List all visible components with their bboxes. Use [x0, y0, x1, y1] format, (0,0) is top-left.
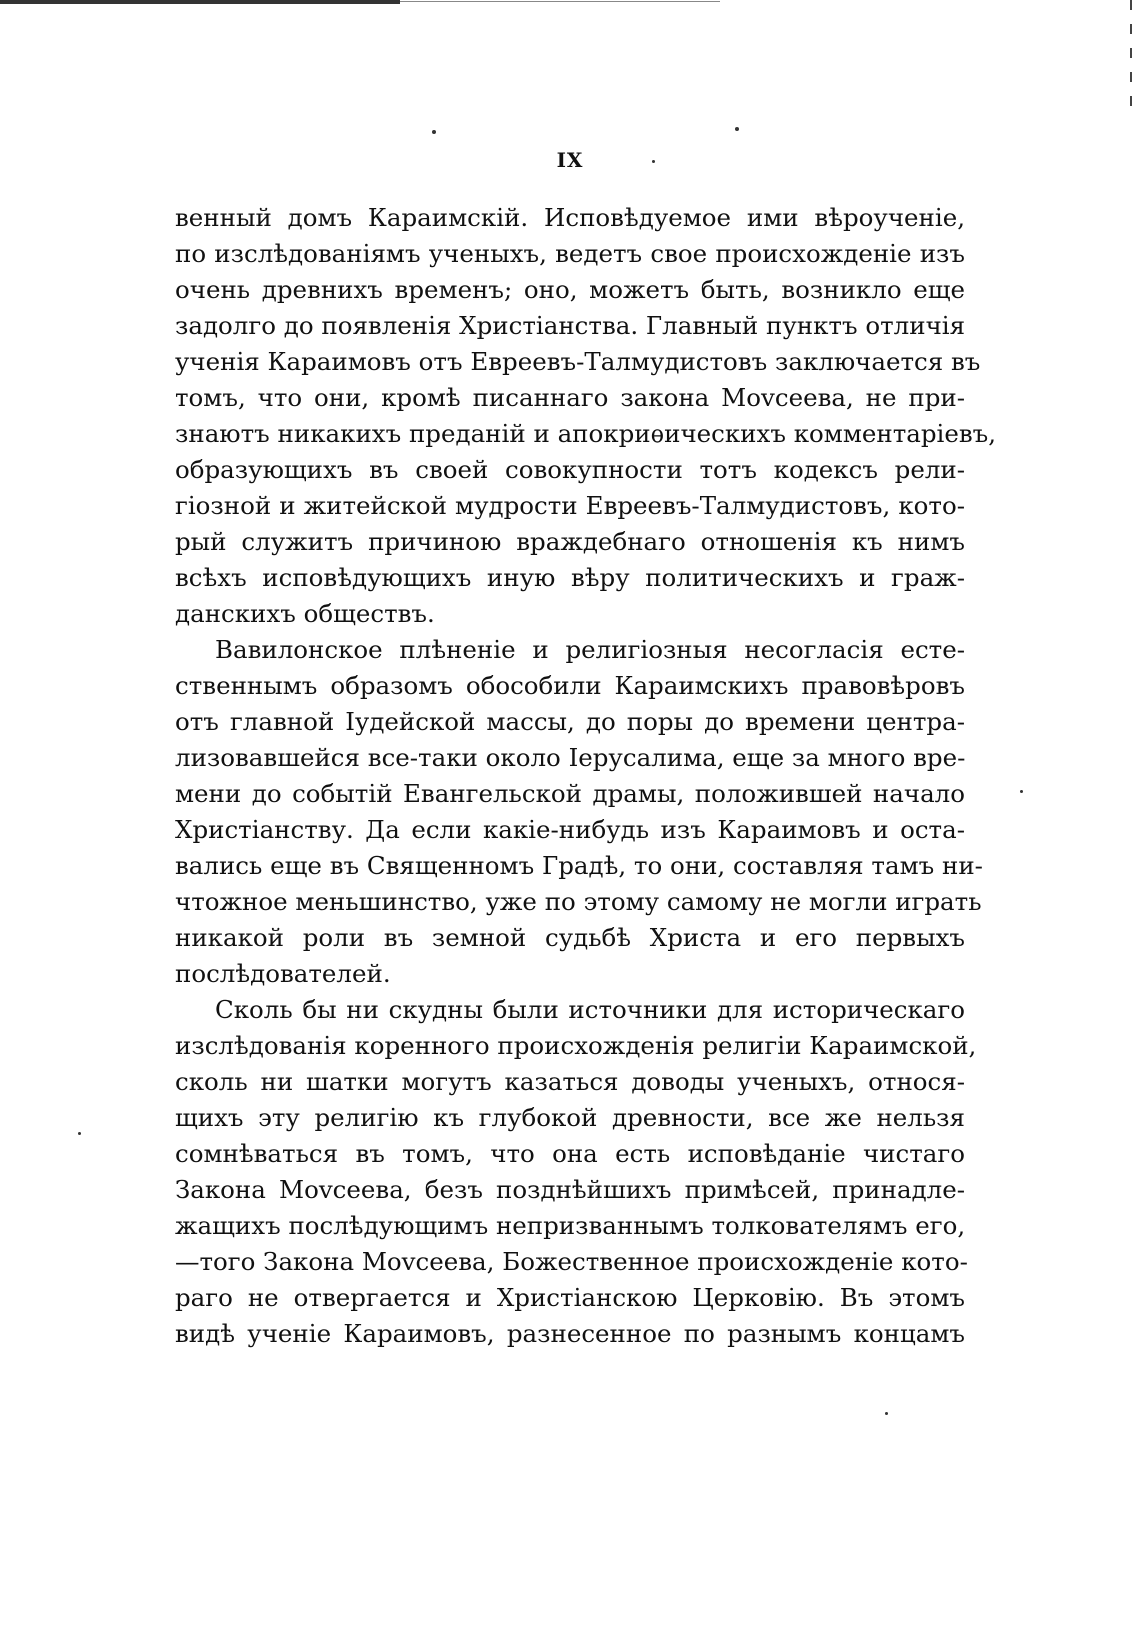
text-line: лизовавшейся все-таки около Іерусалима, еще за много вре-: [175, 743, 966, 772]
text-line: видѣ ученіе Караимовъ, разнесенное по разнымъ концамъ: [175, 1319, 965, 1348]
text-line: рый служитъ причиною враждебнаго отношенія къ нимъ: [175, 527, 965, 556]
text-line: вались еще въ Священномъ Градѣ, то они, составляя тамъ ни-: [175, 851, 983, 880]
text-line: знаютъ никакихъ преданій и апокриѳическихъ комментаріевъ,: [175, 419, 997, 448]
text-line: ученія Караимовъ отъ Евреевъ-Талмудистовъ заключается въ: [175, 347, 981, 376]
text-line: послѣдователей.: [175, 959, 391, 988]
text-line: щихъ эту религію къ глубокой древности, все же нельзя: [175, 1103, 965, 1132]
text-line: венный домъ Караимскій. Исповѣдуемое ими вѣроученіе,: [175, 203, 965, 232]
text-line: образующихъ въ своей совокупности тотъ кодексъ рели-: [175, 455, 965, 484]
text-line: Вавилонское плѣненіе и религіозныя несогласія есте-: [215, 635, 965, 664]
print-speck: [735, 127, 739, 131]
text-line: —того Закона Моvсеева, Божественное происхожденіе кото-: [175, 1247, 968, 1276]
text-line: жащихъ послѣдующимъ непризваннымъ толкователямъ его,: [175, 1211, 966, 1240]
text-line: задолго до появленія Христіанства. Главный пунктъ отличія: [175, 311, 966, 340]
text-line: сколь ни шатки могутъ казаться доводы ученыхъ, относя-: [175, 1067, 965, 1096]
print-speck: [1020, 790, 1023, 793]
text-line: отъ главной Іудейской массы, до поры до времени центра-: [175, 707, 965, 736]
text-line: изслѣдованія коренного происхожденія религіи Караимской,: [175, 1031, 977, 1060]
print-speck: [78, 1132, 81, 1135]
text-line: Закона Моvсеева, безъ позднѣйшихъ примѣсей, принадле-: [175, 1175, 965, 1204]
text-line: всѣхъ исповѣдующихъ иную вѣру политическихъ и граж-: [175, 563, 965, 592]
print-speck: [432, 130, 436, 134]
text-line: никакой роли въ земной судьбѣ Христа и его первыхъ: [175, 923, 965, 952]
text-line: раго не отвергается и Христіанскою Церковію. Въ этомъ: [175, 1283, 965, 1312]
text-line: томъ, что они, кромѣ писаннаго закона Моvсеева, не при-: [175, 383, 965, 412]
text-line: по изслѣдованіямъ ученыхъ, ведетъ свое происхожденіе изъ: [175, 239, 965, 268]
text-line: сомнѣваться въ томъ, что она есть исповѣданіе чистаго: [175, 1139, 965, 1168]
right-edge-mark: [1130, 0, 1132, 120]
body-text: [175, 200, 997, 1352]
text-line: данскихъ обществъ.: [175, 599, 435, 628]
page-number: IX: [556, 148, 584, 172]
text-line: гіозной и житейской мудрости Евреевъ-Талмудистовъ, кото-: [175, 491, 965, 520]
text-line: Сколь бы ни скудны были источники для историческаго: [215, 995, 965, 1024]
print-speck: [885, 1412, 888, 1415]
text-line: Христіанству. Да если какіе-нибудь изъ Караимовъ и оста-: [175, 815, 965, 844]
top-border-rule: [0, 0, 400, 4]
top-border-rule-thin: [400, 1, 720, 2]
text-line: ственнымъ образомъ обособили Караимскихъ правовѣровъ: [175, 671, 965, 700]
text-line: очень древнихъ временъ; оно, можетъ быть, возникло еще: [175, 275, 965, 304]
text-line: чтожное меньшинство, уже по этому самому не могли играть: [175, 887, 982, 916]
text-line: мени до событій Евангельской драмы, положившей начало: [175, 779, 965, 808]
